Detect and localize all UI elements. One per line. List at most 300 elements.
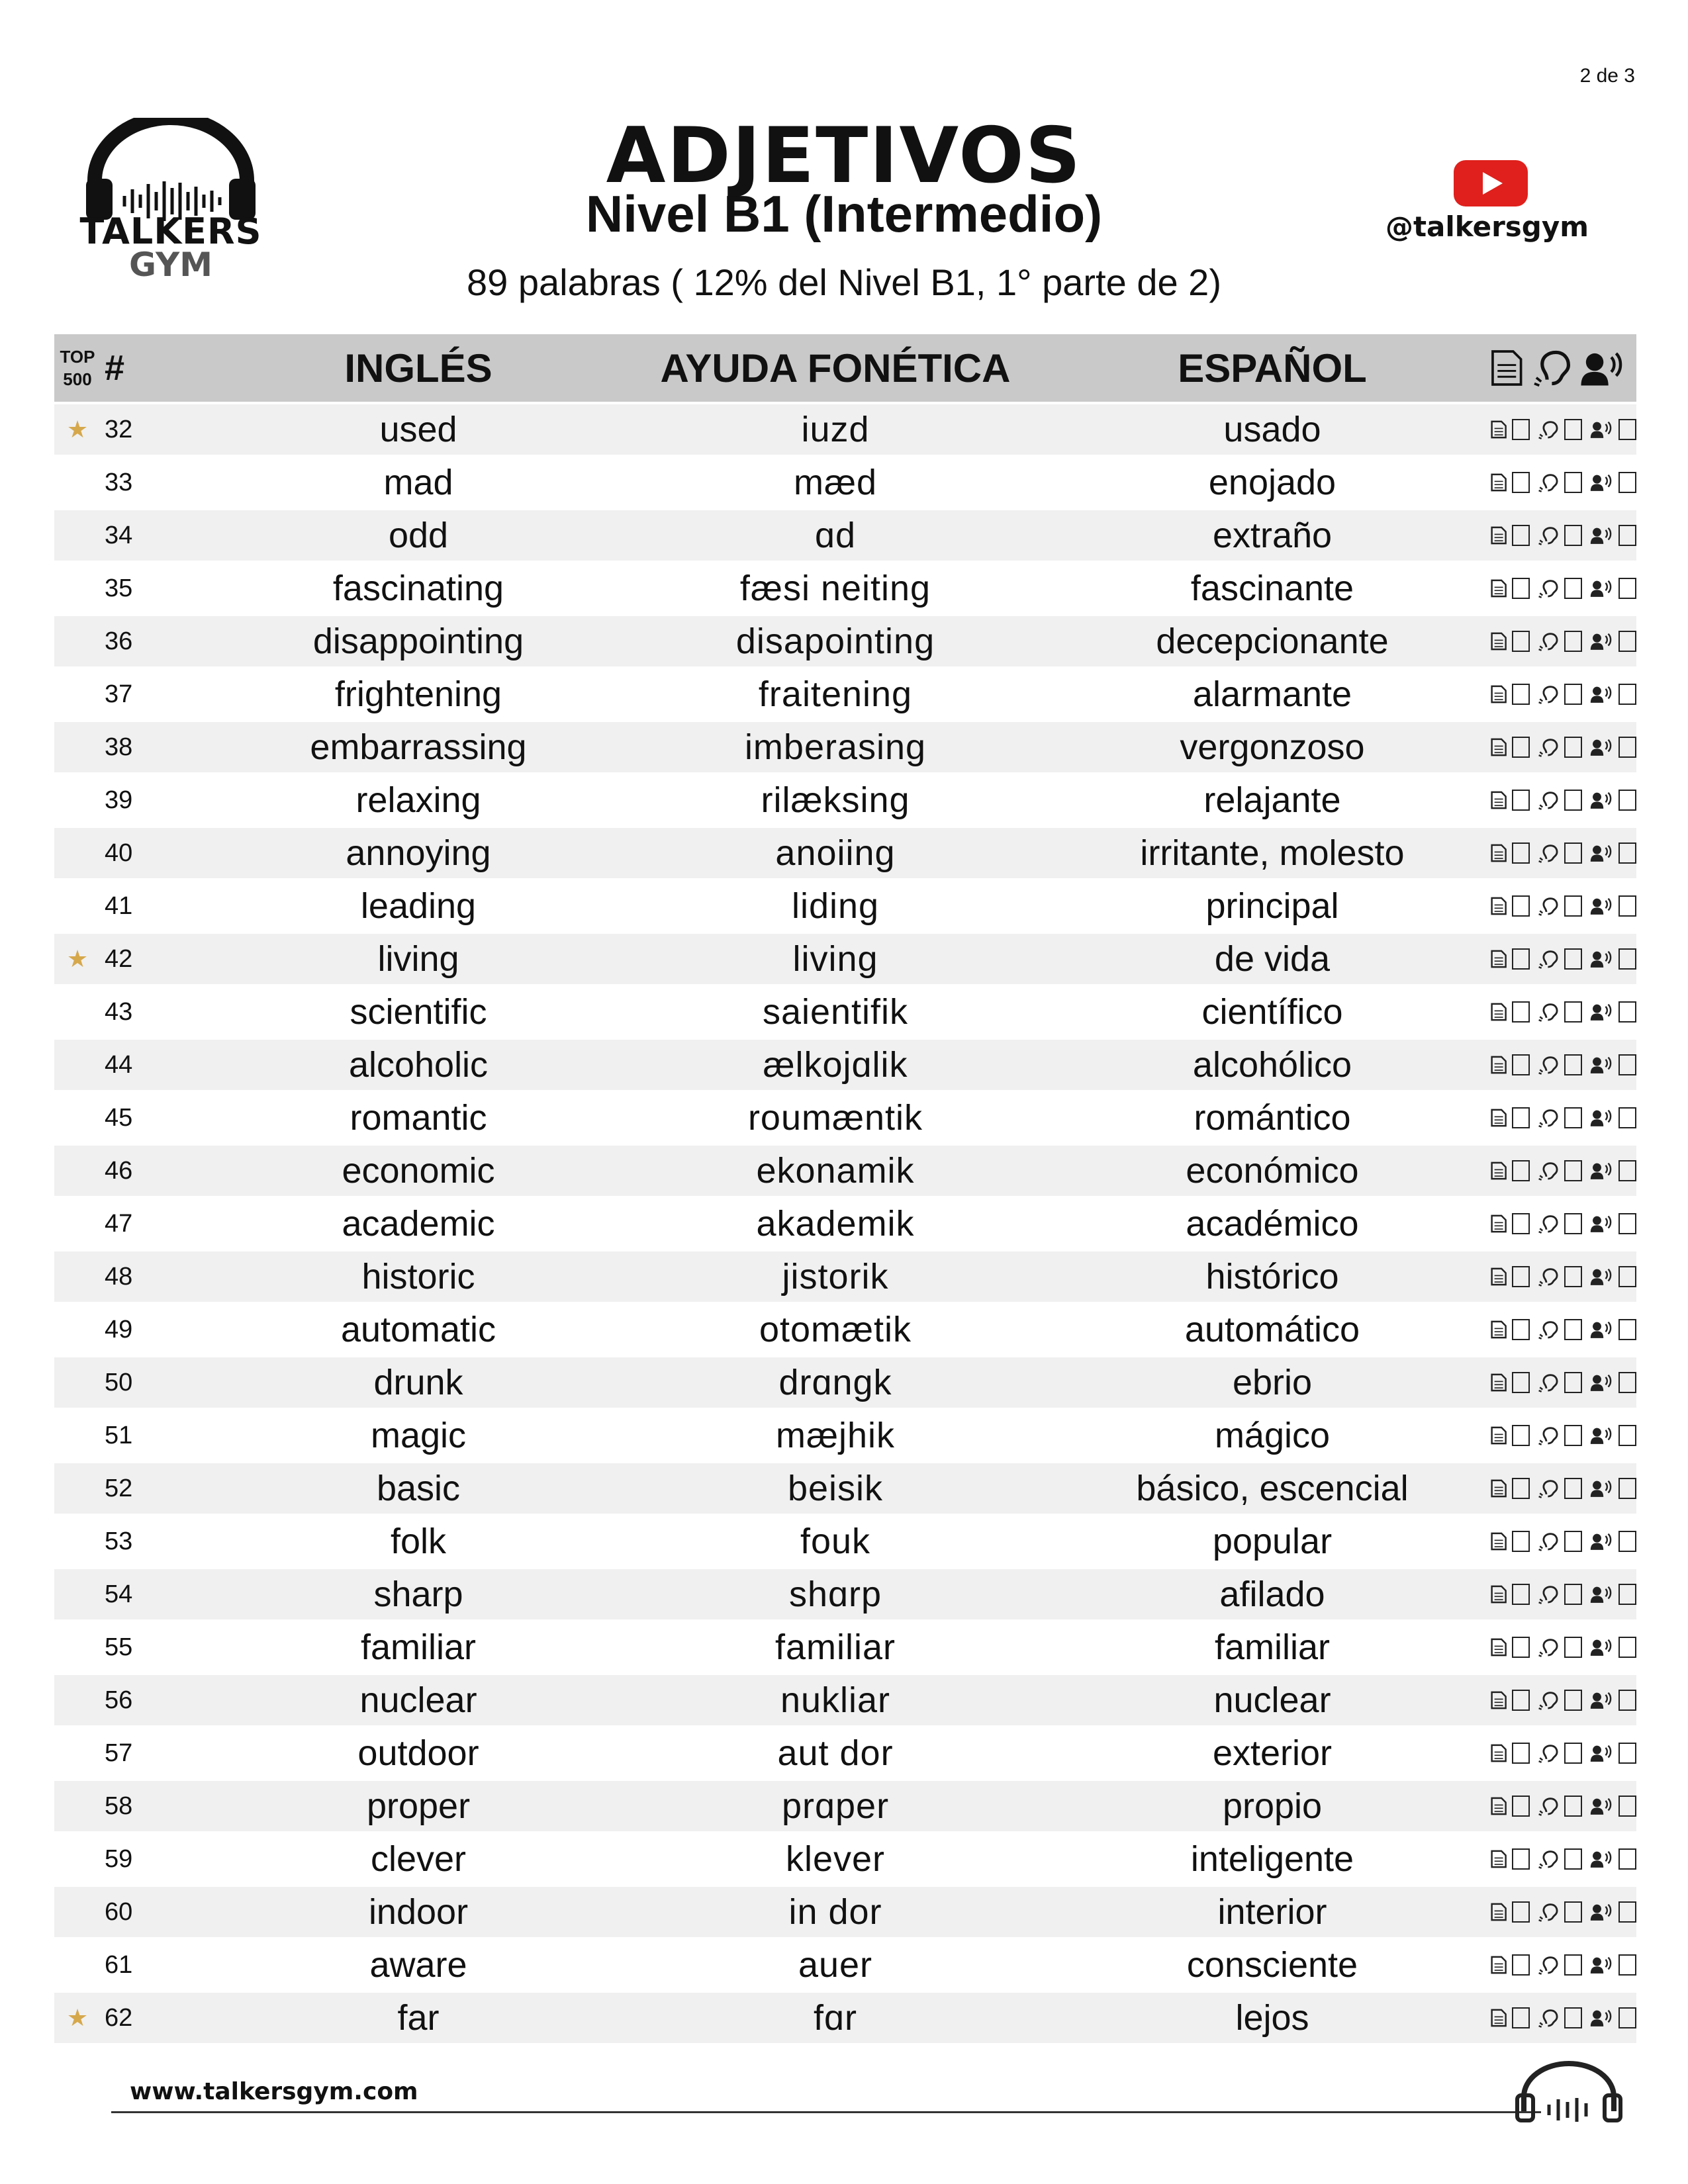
english-word: romantic (350, 1098, 487, 1138)
read-checkbox[interactable] (1512, 631, 1530, 652)
spanish-translation: interior (1217, 1892, 1327, 1932)
read-checkbox[interactable] (1512, 1584, 1530, 1605)
practice-checkboxes (1431, 1940, 1636, 1990)
practice-icons-header (1431, 334, 1636, 402)
row-number: 47 (105, 1209, 133, 1238)
listen-checkbox[interactable] (1564, 2007, 1582, 2028)
speak-checkbox[interactable] (1618, 684, 1636, 705)
read-checkbox[interactable] (1512, 1478, 1530, 1499)
ear-icon (1538, 948, 1559, 970)
spanish-translation: nuclear (1213, 1680, 1331, 1720)
listen-checkbox[interactable] (1564, 1372, 1582, 1393)
ear-icon (1538, 418, 1559, 441)
practice-checkboxes (1431, 1093, 1636, 1143)
table-row (54, 1728, 1636, 1778)
practice-checkboxes (1431, 1410, 1636, 1461)
listen-checkbox[interactable] (1564, 737, 1582, 758)
english-word: relaxing (355, 780, 481, 820)
english-word: used (379, 410, 457, 449)
speak-checkbox[interactable] (1618, 1584, 1636, 1605)
top500-cell (54, 669, 101, 719)
read-checkbox[interactable] (1512, 1213, 1530, 1234)
row-number: 37 (105, 680, 133, 708)
speaking-icon (1590, 577, 1614, 600)
row-number: 55 (105, 1633, 133, 1661)
read-checkbox[interactable] (1512, 1743, 1530, 1764)
practice-checkboxes (1431, 1675, 1636, 1725)
document-icon (1491, 736, 1507, 758)
document-icon (1491, 1107, 1507, 1129)
read-checkbox[interactable] (1512, 684, 1530, 705)
top500-cell (54, 457, 101, 508)
english-word: familiar (360, 1627, 477, 1667)
table-row (54, 1040, 1636, 1090)
english-word: embarrassing (310, 727, 527, 767)
practice-checkboxes (1431, 881, 1636, 931)
read-checkbox[interactable] (1512, 578, 1530, 599)
top500-cell (54, 1304, 101, 1355)
read-checkbox[interactable] (1512, 1901, 1530, 1923)
speak-checkbox[interactable] (1618, 2007, 1636, 2028)
read-checkbox[interactable] (1512, 525, 1530, 546)
channel-handle[interactable]: @talkersgym (1385, 210, 1589, 243)
speaking-icon (1590, 630, 1614, 653)
listen-checkbox[interactable] (1564, 578, 1582, 599)
listen-checkbox[interactable] (1564, 1319, 1582, 1340)
listen-checkbox[interactable] (1564, 1584, 1582, 1605)
ear-icon (1538, 1107, 1559, 1129)
phonetic-help: living (792, 939, 878, 979)
speaking-icon (1590, 1424, 1614, 1447)
table-row (54, 1357, 1636, 1408)
ear-icon (1538, 895, 1559, 917)
table-row (54, 457, 1636, 508)
speak-checkbox[interactable] (1618, 578, 1636, 599)
speaking-icon (1590, 1107, 1614, 1129)
ear-icon (1538, 630, 1559, 653)
speak-checkbox[interactable] (1618, 631, 1636, 652)
table-row (54, 1410, 1636, 1461)
english-word: historic (361, 1257, 475, 1297)
practice-checkboxes (1431, 616, 1636, 666)
row-number: 32 (105, 415, 133, 443)
row-number: 50 (105, 1368, 133, 1396)
listen-checkbox[interactable] (1564, 1954, 1582, 1976)
top500-cell (54, 1357, 101, 1408)
listen-checkbox[interactable] (1564, 1901, 1582, 1923)
document-icon (1491, 1583, 1507, 1606)
read-checkbox[interactable] (1512, 1319, 1530, 1340)
speak-checkbox[interactable] (1618, 1107, 1636, 1128)
read-checkbox[interactable] (1512, 1637, 1530, 1658)
table-row (54, 1887, 1636, 1937)
speaking-icon (1580, 343, 1627, 393)
speaking-icon (1590, 1160, 1614, 1182)
document-icon (1491, 577, 1507, 600)
read-checkbox[interactable] (1512, 2007, 1530, 2028)
top500-cell (54, 1887, 101, 1937)
row-number: 52 (105, 1474, 133, 1502)
read-checkbox[interactable] (1512, 1266, 1530, 1287)
speaking-icon (1590, 1371, 1614, 1394)
read-checkbox[interactable] (1512, 1848, 1530, 1870)
phonetic-help: drɑngk (778, 1363, 892, 1402)
english-word: proper (366, 1786, 471, 1826)
read-checkbox[interactable] (1512, 1160, 1530, 1181)
read-checkbox[interactable] (1512, 1001, 1530, 1023)
speak-checkbox[interactable] (1618, 472, 1636, 493)
row-number: 60 (105, 1897, 133, 1926)
read-checkbox[interactable] (1512, 419, 1530, 440)
top500-cell (54, 404, 101, 455)
speak-checkbox[interactable] (1618, 1160, 1636, 1181)
row-number: 53 (105, 1527, 133, 1555)
practice-checkboxes (1431, 1251, 1636, 1302)
english-word: odd (388, 516, 449, 555)
row-number: 62 (105, 2003, 133, 2032)
headphones-icon (1509, 2058, 1628, 2124)
spanish-translation: extraño (1212, 516, 1333, 555)
top500-cell (54, 1728, 101, 1778)
top500-cell (54, 881, 101, 931)
english-word: folk (390, 1522, 447, 1561)
ear-icon (1538, 1477, 1559, 1500)
ear-icon (1538, 1160, 1559, 1182)
read-checkbox[interactable] (1512, 948, 1530, 970)
ear-icon (1538, 1742, 1559, 1764)
spanish-translation: económico (1186, 1151, 1359, 1191)
read-checkbox[interactable] (1512, 895, 1530, 917)
top500-cell (54, 1516, 101, 1567)
listen-checkbox[interactable] (1564, 1743, 1582, 1764)
english-word: frightening (334, 674, 502, 714)
phonetic-help: klever (785, 1839, 886, 1879)
listen-checkbox[interactable] (1564, 1848, 1582, 1870)
top500-cell (54, 1993, 101, 2043)
document-icon (1491, 2007, 1507, 2029)
row-number: 44 (105, 1050, 133, 1079)
top500-header (54, 334, 101, 402)
table-body (54, 404, 1636, 2043)
ear-icon (1538, 1371, 1559, 1394)
speaking-icon (1590, 1795, 1614, 1817)
speak-checkbox[interactable] (1618, 1319, 1636, 1340)
speaking-icon (1590, 418, 1614, 441)
english-header: INGLÉS (344, 345, 492, 390)
ear-icon (1538, 1636, 1559, 1659)
speak-checkbox[interactable] (1618, 1637, 1636, 1658)
phonetic-help: otomætik (759, 1310, 912, 1349)
speak-checkbox[interactable] (1618, 1796, 1636, 1817)
document-icon (1491, 1530, 1507, 1553)
listen-checkbox[interactable] (1564, 1213, 1582, 1234)
english-word: academic (342, 1204, 495, 1244)
listen-checkbox[interactable] (1564, 1531, 1582, 1552)
ear-icon (1538, 1901, 1559, 1923)
read-checkbox[interactable] (1512, 737, 1530, 758)
table-header (54, 334, 1636, 402)
document-icon (1491, 1318, 1507, 1341)
speak-checkbox[interactable] (1618, 1054, 1636, 1075)
table-row (54, 1146, 1636, 1196)
read-checkbox[interactable] (1512, 1425, 1530, 1446)
speaking-icon (1590, 1001, 1614, 1023)
listen-checkbox[interactable] (1564, 842, 1582, 864)
spanish-translation: mágico (1214, 1416, 1331, 1455)
read-checkbox[interactable] (1512, 1531, 1530, 1552)
spanish-translation: académico (1186, 1204, 1359, 1244)
phonetic-help: auer (798, 1945, 873, 1985)
top500-cell (54, 1463, 101, 1514)
row-number: 42 (105, 944, 133, 973)
listen-checkbox[interactable] (1564, 1107, 1582, 1128)
row-number: 39 (105, 786, 133, 814)
speak-checkbox[interactable] (1618, 1690, 1636, 1711)
practice-checkboxes (1431, 1834, 1636, 1884)
speaking-icon (1590, 948, 1614, 970)
table-row (54, 510, 1636, 561)
top500-cell (54, 1410, 101, 1461)
listen-checkbox[interactable] (1564, 631, 1582, 652)
speak-checkbox[interactable] (1618, 1425, 1636, 1446)
listen-checkbox[interactable] (1564, 1796, 1582, 1817)
document-icon (1491, 1848, 1507, 1870)
listen-checkbox[interactable] (1564, 1637, 1582, 1658)
top500-cell (54, 563, 101, 614)
speak-checkbox[interactable] (1618, 1001, 1636, 1023)
listen-checkbox[interactable] (1564, 790, 1582, 811)
speaking-icon (1590, 1212, 1614, 1235)
listen-checkbox[interactable] (1564, 472, 1582, 493)
row-number: 34 (105, 521, 133, 549)
speak-checkbox[interactable] (1618, 737, 1636, 758)
read-checkbox[interactable] (1512, 842, 1530, 864)
spanish-translation: consciente (1186, 1945, 1358, 1985)
speak-checkbox[interactable] (1618, 948, 1636, 970)
speaking-icon (1590, 1477, 1614, 1500)
speak-checkbox[interactable] (1618, 1531, 1636, 1552)
top500-cell (54, 1781, 101, 1831)
footer-divider (111, 2111, 1541, 2113)
read-checkbox[interactable] (1512, 472, 1530, 493)
speaking-icon (1590, 895, 1614, 917)
phonetic-help: ælkojɑlik (763, 1045, 908, 1085)
listen-checkbox[interactable] (1564, 948, 1582, 970)
practice-checkboxes (1431, 987, 1636, 1037)
practice-checkboxes (1431, 934, 1636, 984)
speak-checkbox[interactable] (1618, 525, 1636, 546)
phonetic-help: familiar (774, 1627, 896, 1667)
top500-cell (54, 1251, 101, 1302)
speaking-icon (1590, 1530, 1614, 1553)
document-icon (1491, 1001, 1507, 1023)
row-number: 61 (105, 1950, 133, 1979)
top500-cell (54, 1569, 101, 1619)
table-row (54, 1940, 1636, 1990)
speak-checkbox[interactable] (1618, 1266, 1636, 1287)
level-subtitle: Nivel B1 (Intermedio) (585, 185, 1103, 243)
row-number: 40 (105, 839, 133, 867)
read-checkbox[interactable] (1512, 1954, 1530, 1976)
speak-checkbox[interactable] (1618, 1848, 1636, 1870)
table-row (54, 1675, 1636, 1725)
logo-text-gym: GYM (129, 246, 212, 284)
ear-icon (1532, 343, 1571, 393)
ear-icon (1538, 471, 1559, 494)
speaking-icon (1590, 1265, 1614, 1288)
spanish-translation: romántico (1194, 1098, 1351, 1138)
read-checkbox[interactable] (1512, 1796, 1530, 1817)
document-icon (1491, 1636, 1507, 1659)
listen-checkbox[interactable] (1564, 525, 1582, 546)
star-icon: ★ (66, 2004, 89, 2031)
listen-checkbox[interactable] (1564, 1690, 1582, 1711)
listen-checkbox[interactable] (1564, 1478, 1582, 1499)
listen-checkbox[interactable] (1564, 684, 1582, 705)
document-icon (1491, 1265, 1507, 1288)
top500-cell (54, 1146, 101, 1196)
table-row (54, 616, 1636, 666)
row-number: 46 (105, 1156, 133, 1185)
speak-checkbox[interactable] (1618, 1954, 1636, 1976)
document-icon (1491, 1371, 1507, 1394)
ear-icon (1538, 1054, 1559, 1076)
practice-checkboxes (1431, 404, 1636, 455)
document-icon (1491, 842, 1507, 864)
listen-checkbox[interactable] (1564, 1160, 1582, 1181)
spanish-translation: histórico (1205, 1257, 1339, 1297)
phonetic-help: prɑper (781, 1786, 890, 1826)
table-row (54, 1304, 1636, 1355)
read-checkbox[interactable] (1512, 790, 1530, 811)
speak-checkbox[interactable] (1618, 842, 1636, 864)
spanish-translation: automático (1184, 1310, 1360, 1349)
document-icon (1491, 1954, 1507, 1976)
speaking-icon (1590, 1901, 1614, 1923)
document-icon (1491, 524, 1507, 547)
speaking-icon (1590, 1318, 1614, 1341)
top500-cell (54, 616, 101, 666)
english-word: leading (360, 886, 477, 926)
listen-checkbox[interactable] (1564, 1266, 1582, 1287)
row-number: 36 (105, 627, 133, 655)
phonetic-help: fouk (800, 1522, 871, 1561)
spanish-translation: irritante, molesto (1140, 833, 1405, 873)
row-number: 49 (105, 1315, 133, 1343)
top500-cell (54, 1834, 101, 1884)
row-number: 43 (105, 997, 133, 1026)
ear-icon (1538, 1265, 1559, 1288)
speak-checkbox[interactable] (1618, 1901, 1636, 1923)
speak-checkbox[interactable] (1618, 1213, 1636, 1234)
youtube-icon[interactable] (1452, 159, 1529, 208)
table-row (54, 722, 1636, 772)
listen-checkbox[interactable] (1564, 1425, 1582, 1446)
table-row (54, 828, 1636, 878)
listen-checkbox[interactable] (1564, 895, 1582, 917)
speaking-icon (1590, 1054, 1614, 1076)
listen-checkbox[interactable] (1564, 419, 1582, 440)
row-number: 51 (105, 1421, 133, 1449)
spanish-translation: de vida (1214, 939, 1331, 979)
document-icon (1491, 948, 1507, 970)
spanish-translation: principal (1205, 886, 1339, 926)
ear-icon (1538, 1424, 1559, 1447)
english-word: drunk (373, 1363, 463, 1402)
ear-icon (1538, 736, 1559, 758)
ear-icon (1538, 1954, 1559, 1976)
practice-checkboxes (1431, 1304, 1636, 1355)
listen-checkbox[interactable] (1564, 1054, 1582, 1075)
speak-checkbox[interactable] (1618, 1743, 1636, 1764)
top500-cell (54, 1199, 101, 1249)
english-word: living (377, 939, 459, 979)
speaking-icon (1590, 1689, 1614, 1711)
row-number: 35 (105, 574, 133, 602)
phonetic-help: akademik (756, 1204, 915, 1244)
ear-icon (1538, 1795, 1559, 1817)
practice-checkboxes (1431, 775, 1636, 825)
english-word: basic (376, 1469, 461, 1508)
top500-cell (54, 1040, 101, 1090)
document-icon (1491, 789, 1507, 811)
phonetic-help: fɑr (813, 1998, 858, 2038)
document-icon (1491, 683, 1507, 705)
row-number: 33 (105, 468, 133, 496)
english-word: far (397, 1998, 440, 2038)
speak-checkbox[interactable] (1618, 419, 1636, 440)
speaking-icon (1590, 683, 1614, 705)
read-checkbox[interactable] (1512, 1372, 1530, 1393)
speaking-icon (1590, 789, 1614, 811)
table-row (54, 987, 1636, 1037)
english-word: scientific (350, 992, 487, 1032)
footer-website[interactable]: www.talkersgym.com (130, 2078, 418, 2105)
document-icon (1491, 1477, 1507, 1500)
star-icon: ★ (66, 945, 89, 972)
read-checkbox[interactable] (1512, 1690, 1530, 1711)
practice-checkboxes (1431, 1622, 1636, 1672)
practice-checkboxes (1431, 1516, 1636, 1567)
phonetic-help: imberasing (744, 727, 927, 767)
row-number: 59 (105, 1844, 133, 1873)
practice-checkboxes (1431, 1781, 1636, 1831)
speaking-icon (1590, 2007, 1614, 2029)
read-checkbox[interactable] (1512, 1054, 1530, 1075)
speaking-icon (1590, 842, 1614, 864)
document-icon (1491, 1795, 1507, 1817)
word-count-summary: 89 palabras ( 12% del Nivel B1, 1° parte de 2) (467, 261, 1221, 303)
row-number: 54 (105, 1580, 133, 1608)
table-row (54, 934, 1636, 984)
spanish-translation: básico, escencial (1136, 1469, 1409, 1508)
spanish-translation: fascinante (1190, 569, 1354, 608)
practice-checkboxes (1431, 1199, 1636, 1249)
phonetic-help: roumæntik (747, 1098, 923, 1138)
read-checkbox[interactable] (1512, 1107, 1530, 1128)
speak-checkbox[interactable] (1618, 790, 1636, 811)
listen-checkbox[interactable] (1564, 1001, 1582, 1023)
speak-checkbox[interactable] (1618, 1478, 1636, 1499)
document-icon (1491, 1901, 1507, 1923)
english-word: indoor (368, 1892, 469, 1932)
spanish-translation: científico (1201, 992, 1343, 1032)
top-header-line1: TOP (60, 347, 95, 367)
speak-checkbox[interactable] (1618, 895, 1636, 917)
english-word: magic (370, 1416, 467, 1455)
speak-checkbox[interactable] (1618, 1372, 1636, 1393)
top500-cell (54, 1940, 101, 1990)
